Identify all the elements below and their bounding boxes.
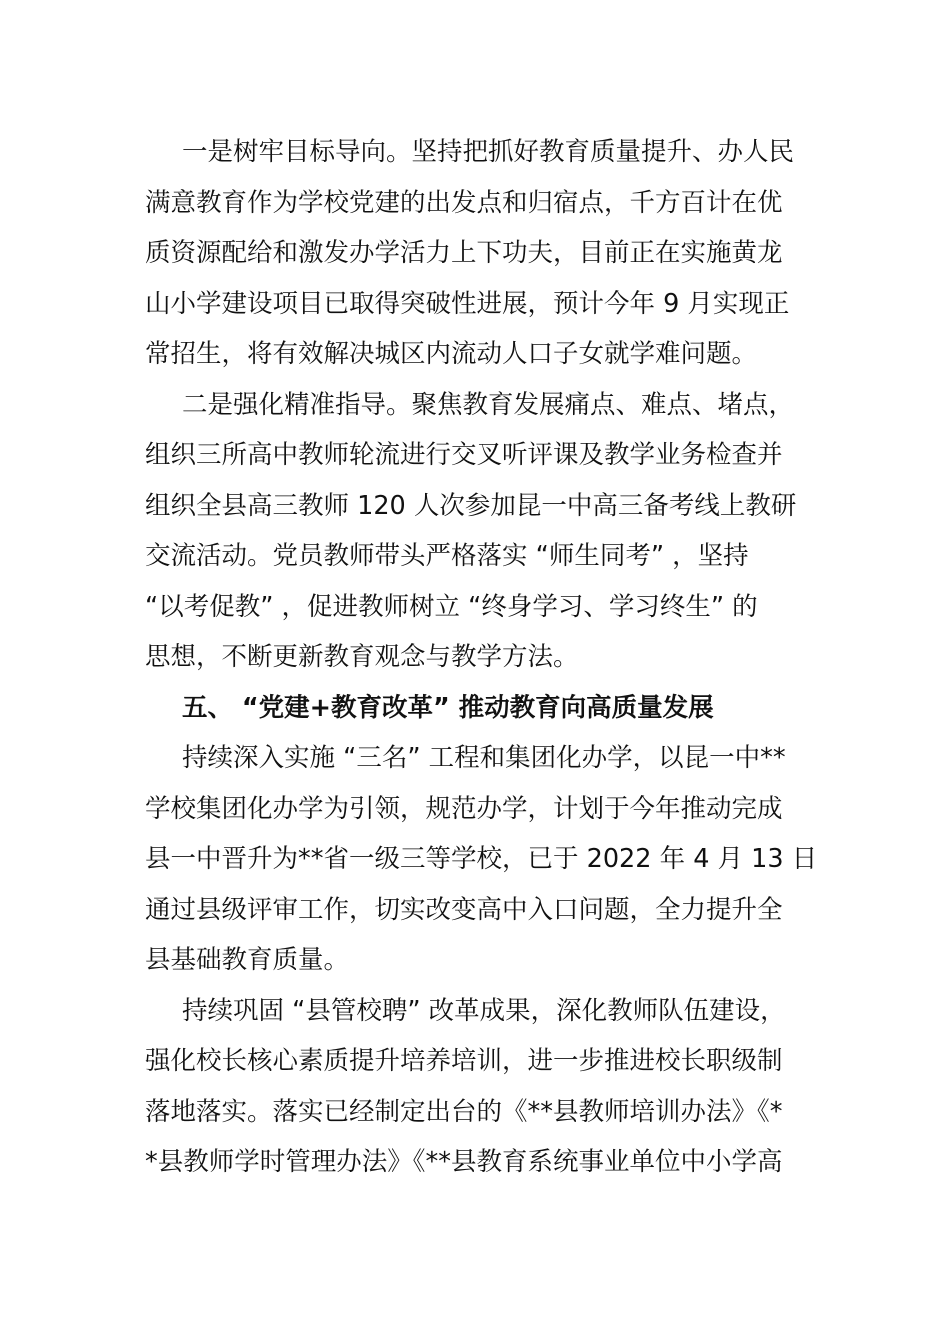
paragraph-1-line-3: 质资源配给和激发办学活力上下功夫，目前正在实施黄龙	[145, 238, 783, 268]
paragraph-1-line-1: 一是树牢目标导向。坚持把抓好教育质量提升、办人民	[182, 137, 795, 167]
paragraph-3-line-2: 学校集团化办学为引领，规范办学，计划于今年推动完成	[145, 793, 783, 824]
paragraph-3-line-4: 通过县级评审工作，切实改变高中入口问题，全力提升全	[145, 894, 783, 925]
paragraph-4-line-2: 强化校长核心素质提升培养培训，进一步推进校长职级制	[145, 1046, 783, 1076]
section-heading: 五、 “党建+教育改革” 推动教育向高质量发展	[182, 692, 714, 723]
paragraph-1-line-4: 山小学建设项目已取得突破性进展，预计今年 9 月实现正	[145, 288, 790, 319]
paragraph-2-line-2: 组织三所高中教师轮流进行交叉听评课及教学业务检查并	[145, 440, 783, 470]
paragraph-4-line-3: 落地落实。落实已经制定出台的《**县教师培训办法》《*	[145, 1096, 783, 1127]
paragraph-4-line-4: *县教师学时管理办法》《**县教育系统事业单位中小学高	[145, 1147, 783, 1177]
paragraph-1-line-2: 满意教育作为学校党建的出发点和归宿点，千方百计在优	[145, 187, 783, 218]
paragraph-2-line-4: 交流活动。党员教师带头严格落实 “师生同考” ，坚持	[145, 541, 749, 571]
paragraph-2-line-1: 二是强化精准指导。聚焦教育发展痛点、难点、堵点，	[182, 389, 795, 420]
paragraph-3-line-1: 持续深入实施 “三名” 工程和集团化办学，以昆一中**	[182, 743, 786, 773]
paragraph-1-line-5: 常招生，将有效解决城区内流动人口子女就学难问题。	[145, 339, 758, 369]
paragraph-3-line-3: 县一中晋升为**省一级三等学校，已于 2022 年 4 月 13 日	[145, 844, 818, 874]
paragraph-4-line-1: 持续巩固 “县管校聘” 改革成果，深化教师队伍建设，	[182, 995, 786, 1026]
paragraph-2-line-6: 思想，不断更新教育观念与教学方法。	[145, 642, 579, 672]
paragraph-3-line-5: 县基础教育质量。	[145, 945, 350, 975]
document-body	[145, 127, 818, 1188]
paragraph-2-line-3: 组织全县高三教师 120 人次参加昆一中高三备考线上教研	[145, 490, 797, 521]
paragraph-2-line-5: “以考促教” ，促进教师树立 “终身学习、学习终生” 的	[145, 591, 758, 622]
